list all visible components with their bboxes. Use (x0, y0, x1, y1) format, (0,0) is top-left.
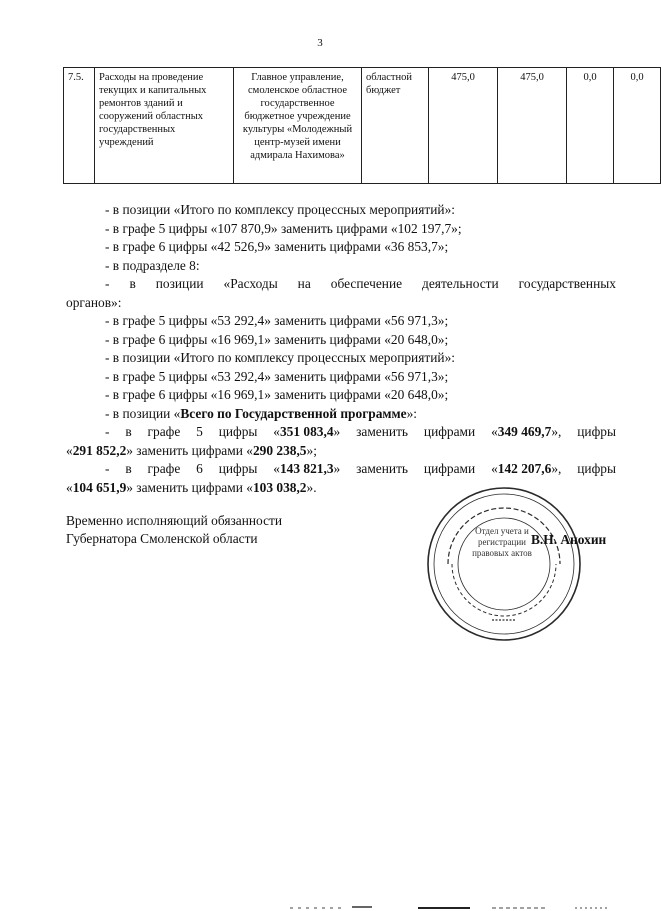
official-seal-stamp (424, 484, 584, 644)
word: заменить (356, 461, 409, 476)
text-fragment: »; (306, 442, 317, 458)
text-line (66, 405, 616, 424)
word: цифры (577, 461, 616, 476)
text-line: - в графе 5 цифры «53 292,4» заменить цифрами «56 971,3»; (105, 313, 449, 328)
text-line: - в подразделе 8: (105, 257, 200, 273)
text-line: - в графе 6 цифры «16 969,1» заменить цифрами «20 648,0»; (105, 331, 449, 347)
total-cell: 475,0 (429, 68, 498, 184)
scan-edge-marks (0, 903, 640, 911)
text-line: - в графе 5 цифры «53 292,4» заменить цифрами «56 971,3»; (105, 368, 449, 384)
executor-cell: Главное управление, смоленское областное государственное бюджетное учреждение культуры «Молодежный центр-музей имени адмирала Нахимова» (234, 68, 362, 184)
text-fragment: « (66, 442, 73, 458)
text-line: - в позиции «Итого по комплексу процессных мероприятий»: (105, 202, 455, 217)
text-line-justified (66, 423, 616, 442)
seal-inner-label: Отдел учета и регистрации правовых актов (472, 526, 532, 558)
word: цифры (218, 424, 258, 439)
text-fragment: » (333, 424, 341, 439)
text-line: - в графе 6 цифры «42 526,9» заменить цифрами «36 853,7»; (105, 239, 449, 254)
bold-fragment: 290 238,5 (252, 442, 307, 458)
text-fragment: - в позиции « (105, 405, 181, 421)
word: 6 (196, 461, 203, 476)
text-fragment: » заменить цифрами « (126, 442, 253, 458)
funding-source-cell: областной бюджет (362, 68, 429, 184)
text-fragment: », (551, 461, 562, 476)
bold-fragment: 143 821,3 (279, 461, 334, 476)
word: - (105, 461, 110, 476)
amendment-text (66, 201, 616, 497)
text-fragment: « (273, 424, 280, 439)
word: графе (147, 424, 181, 439)
text-line-justified (66, 275, 616, 294)
budget-table (63, 67, 661, 184)
word: 5 (196, 424, 203, 439)
text-fragment: » (333, 461, 341, 476)
position-line: Губернатора Смоленской области (66, 531, 258, 546)
word (273, 423, 340, 442)
text-fragment: « (491, 461, 498, 476)
word: цифрами (423, 461, 476, 476)
word: «Расходы (223, 276, 278, 291)
word: цифры (577, 424, 616, 439)
word: в (125, 424, 132, 439)
word: в (125, 461, 132, 476)
text-line-justified (66, 460, 616, 479)
word: государственных (518, 276, 616, 291)
bold-fragment: 349 469,7 (497, 424, 552, 439)
bold-fragment: 291 852,2 (72, 442, 127, 458)
word: - (105, 424, 110, 439)
text-line (66, 442, 616, 461)
word: графе (147, 461, 181, 476)
word: в (129, 276, 136, 291)
bold-fragment: 351 083,4 (279, 424, 334, 439)
position-line: Временно исполняющий обязанности (66, 513, 283, 528)
expense-name-cell: Расходы на проведение текущих и капитальных ремонтов зданий и сооружений областных государственных учреждений (95, 68, 234, 184)
signatory-name: В.Н. Анохин (531, 532, 607, 547)
text-line: - в графе 5 цифры «107 870,9» заменить цифрами «102 197,7»; (105, 220, 462, 236)
word: - (105, 276, 110, 291)
text-fragment: », (551, 424, 562, 439)
word: деятельности (422, 276, 499, 291)
page-number: 3 (317, 37, 323, 49)
word (491, 460, 561, 479)
text-fragment: ». (306, 479, 317, 495)
word: позиции (155, 276, 204, 291)
text-fragment: » заменить цифрами « (126, 479, 253, 495)
word: цифры (218, 461, 258, 476)
text-fragment: « (491, 424, 498, 439)
word: на (297, 276, 311, 291)
year3-cell: 0,0 (614, 68, 661, 184)
word: заменить (356, 424, 409, 439)
row-number-cell: 7.5. (64, 68, 95, 184)
bold-fragment: 104 651,9 (72, 479, 127, 495)
text-fragment: »: (406, 405, 418, 421)
word: обеспечение (330, 276, 403, 291)
bold-fragment: Всего по Государственной программе (180, 405, 407, 421)
text-fragment: « (66, 479, 73, 495)
text-line: - в позиции «Итого по комплексу процессных мероприятий»: (105, 350, 455, 365)
text-fragment: « (273, 461, 280, 476)
word (491, 423, 561, 442)
table-row (64, 68, 661, 184)
bold-fragment: 103 038,2 (252, 479, 307, 495)
word: цифрами (423, 424, 476, 439)
signatory-position (66, 512, 282, 548)
bold-fragment: 142 207,6 (497, 461, 552, 476)
word (273, 460, 340, 479)
text-line: - в графе 6 цифры «16 969,1» заменить цифрами «20 648,0»; (105, 387, 449, 402)
text-line: органов»: (66, 294, 122, 310)
year1-cell: 475,0 (498, 68, 567, 184)
year2-cell: 0,0 (567, 68, 614, 184)
